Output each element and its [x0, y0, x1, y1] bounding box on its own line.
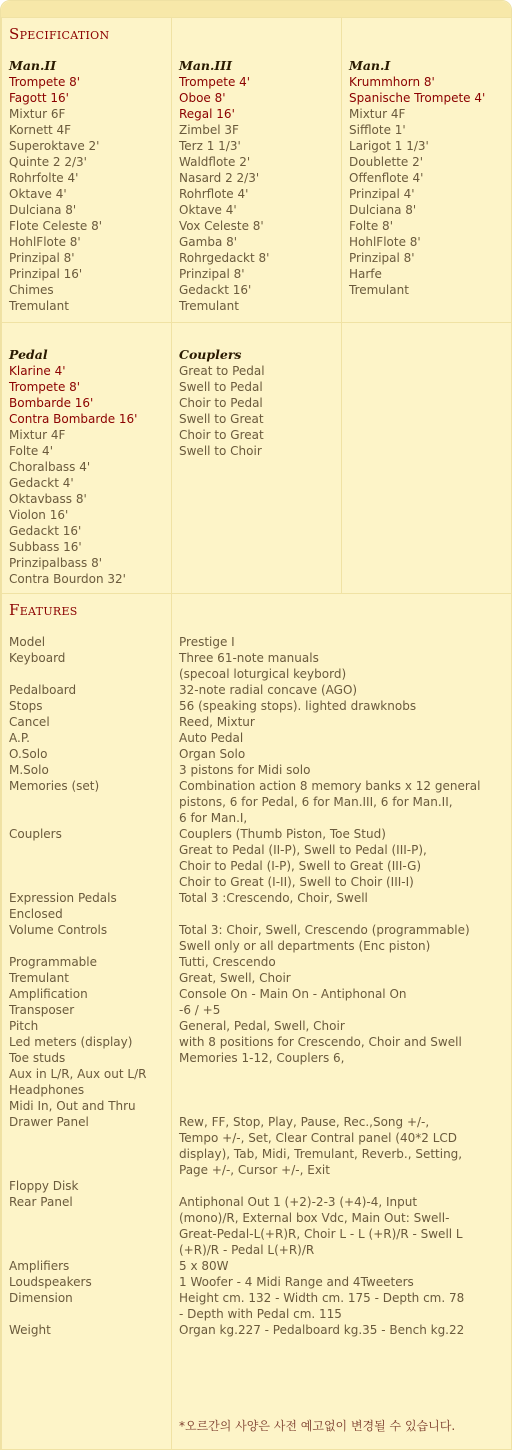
stop-item: Gamba 8' — [179, 235, 238, 249]
feature-value-line: Great to Pedal (II-P), Swell to Pedal (III-P), — [179, 843, 427, 857]
feature-value-line: pistons, 6 for Pedal, 6 for Man.III, 6 for Man.II, — [179, 795, 453, 809]
feature-value-line: (mono)/R, External box Vdc, Main Out: Swell- — [179, 1211, 450, 1225]
stop-item-highlighted: Oboe 8' — [179, 91, 226, 105]
feature-label: Toe studs — [9, 1051, 66, 1065]
stop-item: Gedackt 16' — [179, 283, 252, 297]
stop-item: Kornett 4F — [9, 123, 72, 137]
feature-value — [179, 778, 511, 826]
feature-label: Keyboard — [9, 651, 66, 665]
feature-value-line: 1 Woofer - 4 Midi Range and 4Tweeters — [179, 1275, 414, 1289]
man3-cell — [172, 18, 342, 323]
feature-value — [179, 970, 511, 986]
stop-item: Folte 4' — [9, 444, 53, 458]
feature-value — [179, 986, 511, 1002]
coupler-item: Choir to Pedal — [179, 396, 263, 410]
stop-item: Tremulant — [179, 299, 239, 313]
feature-value — [179, 890, 511, 906]
feature-label: Amplification — [9, 987, 88, 1001]
stop-item: HohlFlote 8' — [9, 235, 81, 249]
feature-value-line: 5 x 80W — [179, 1259, 229, 1273]
feature-value-line — [179, 1066, 511, 1082]
feature-value-line: - Depth with Pedal cm. 115 — [179, 1307, 342, 1321]
feature-label: Aux in L/R, Aux out L/R — [9, 1067, 147, 1081]
spec-table — [1, 17, 512, 1450]
features-label-cell — [2, 594, 172, 1450]
feature-value-line: Couplers (Thumb Piston, Toe Stud) — [179, 827, 386, 841]
stop-item: Contra Bourdon 32' — [9, 572, 126, 586]
couplers-heading: Couplers — [179, 347, 242, 362]
stop-item: Tremulant — [349, 283, 409, 297]
stop-item: Mixtur 6F — [9, 107, 66, 121]
stop-item: Choralbass 4' — [9, 460, 91, 474]
stop-item: Waldflote 2' — [179, 155, 251, 169]
feature-value-line: Total 3: Choir, Swell, Crescendo (programmable) — [179, 923, 470, 937]
couplers-list — [179, 363, 341, 459]
stop-item-highlighted: Spanische Trompete 4' — [349, 91, 486, 105]
feature-value — [179, 1290, 511, 1322]
man2-cell — [2, 18, 172, 323]
stop-item-highlighted: Trompete 8' — [9, 380, 81, 394]
feature-value — [179, 954, 511, 970]
feature-label: Volume Controls — [9, 923, 108, 937]
feature-label: Expression Pedals — [9, 891, 117, 905]
feature-value-line: Organ Solo — [179, 747, 246, 761]
stop-item-highlighted: Fagott 16' — [9, 91, 69, 105]
features-labels — [9, 634, 171, 1338]
feature-value — [179, 826, 511, 890]
stop-item: Harfe — [349, 267, 382, 281]
feature-value-line: Combination action 8 memory banks x 12 general — [179, 779, 481, 793]
features-title: Features — [9, 601, 78, 619]
coupler-item: Swell to Choir — [179, 444, 262, 458]
features-values — [179, 634, 511, 1338]
stop-item-highlighted: Contra Bombarde 16' — [9, 412, 138, 426]
stop-item: Prinzipalbass 8' — [9, 556, 103, 570]
feature-value-line: Memories 1-12, Couplers 6, — [179, 1051, 345, 1065]
feature-value — [179, 1066, 511, 1082]
stop-item: HohlFlote 8' — [349, 235, 421, 249]
stop-item: Gedackt 16' — [9, 524, 82, 538]
stop-item: Terz 1 1/3' — [179, 139, 241, 153]
coupler-item: Swell to Pedal — [179, 380, 263, 394]
feature-value-line: Page +/-, Cursor +/-, Exit — [179, 1163, 330, 1177]
feature-value-line: Rew, FF, Stop, Play, Pause, Rec.,Song +/-, — [179, 1115, 430, 1129]
stop-item: Prinzipal 8' — [9, 251, 75, 265]
pedal-heading: Pedal — [9, 347, 48, 362]
panel-top-bar — [1, 1, 511, 17]
feature-label: Enclosed — [9, 907, 63, 921]
feature-label: Tremulant — [9, 971, 69, 985]
feature-label: Rear Panel — [9, 1195, 73, 1209]
feature-value-line: Prestige I — [179, 635, 235, 649]
feature-value — [179, 1274, 511, 1290]
feature-value-line: 56 (speaking stops). lighted drawknobs — [179, 699, 417, 713]
feature-label: Midi In, Out and Thru — [9, 1099, 136, 1113]
stop-item: Vox Celeste 8' — [179, 219, 264, 233]
feature-value-line: Organ kg.227 - Pedalboard kg.35 - Bench kg.22 — [179, 1323, 465, 1337]
stop-item: Larigot 1 1/3' — [349, 139, 429, 153]
feature-value-line: display), Tab, Midi, Tremulant, Reverb., Setting, — [179, 1147, 463, 1161]
feature-label: Couplers — [9, 827, 62, 841]
feature-label: Amplifiers — [9, 1259, 70, 1273]
feature-value — [179, 1002, 511, 1018]
stop-item-highlighted: Bombarde 16' — [9, 396, 94, 410]
man2-heading: Man.II — [9, 58, 57, 73]
stop-item: Superoktave 2' — [9, 139, 100, 153]
stop-item: Chimes — [9, 283, 54, 297]
feature-value-line: Choir to Pedal (I-P), Swell to Great (III-G) — [179, 859, 422, 873]
stop-item: Oktave 4' — [179, 203, 237, 217]
feature-value — [179, 922, 511, 954]
stop-item: Mixtur 4F — [9, 428, 66, 442]
feature-value-line: Total 3 :Crescendo, Choir, Swell — [179, 891, 368, 905]
coupler-item: Choir to Great — [179, 428, 264, 442]
feature-value-line: Tempo +/-, Set, Clear Contral panel (40*2 LCD — [179, 1131, 458, 1145]
feature-value-line: Antiphonal Out 1 (+2)-2-3 (+4)-4, Input — [179, 1195, 418, 1209]
stop-item: Sifflote 1' — [349, 123, 406, 137]
stop-item: Oktavbass 8' — [9, 492, 87, 506]
stop-item: Rohrflote 4' — [179, 187, 249, 201]
feature-value-line: Auto Pedal — [179, 731, 244, 745]
stop-item: Offenflote 4' — [349, 171, 424, 185]
stop-item: Tremulant — [9, 299, 69, 313]
feature-value-line: Choir to Great (I-II), Swell to Choir (III-I) — [179, 875, 414, 889]
feature-label: Stops — [9, 699, 43, 713]
feature-label: O.Solo — [9, 747, 48, 761]
stop-item: Prinzipal 8' — [349, 251, 415, 265]
feature-value-line: Console On - Main On - Antiphonal On — [179, 987, 407, 1001]
feature-label: Cancel — [9, 715, 50, 729]
empty-cell — [342, 323, 512, 594]
feature-label: Transposer — [9, 1003, 75, 1017]
pedal-cell — [2, 323, 172, 594]
man2-stop-list — [9, 74, 171, 314]
feature-value — [179, 1114, 511, 1178]
man3-stop-list — [179, 74, 341, 314]
feature-label: Programmable — [9, 955, 98, 969]
feature-value-line: Tutti, Crescendo — [179, 955, 276, 969]
feature-label: Pedalboard — [9, 683, 77, 697]
feature-label: Model — [9, 635, 46, 649]
feature-value — [179, 1178, 511, 1194]
stop-item: Subbass 16' — [9, 540, 82, 554]
feature-value-line: with 8 positions for Crescendo, Choir and Swell — [179, 1035, 462, 1049]
feature-value-line — [179, 1178, 511, 1194]
feature-label: A.P. — [9, 731, 30, 745]
feature-value — [179, 1050, 511, 1066]
feature-value-line: Three 61-note manuals — [179, 651, 319, 665]
stop-item-highlighted: Trompete 4' — [179, 75, 251, 89]
stop-item: Mixtur 4F — [349, 107, 406, 121]
feature-value — [179, 650, 511, 682]
stop-item: Oktave 4' — [9, 187, 67, 201]
stop-item: Rohrgedackt 8' — [179, 251, 270, 265]
stop-item: Rohrfolte 4' — [9, 171, 79, 185]
feature-label: Headphones — [9, 1083, 85, 1097]
man1-stop-list — [349, 74, 511, 298]
feature-value-line — [179, 1098, 511, 1114]
feature-value-line: Reed, Mixtur — [179, 715, 255, 729]
stop-item: Prinzipal 4' — [349, 187, 415, 201]
feature-value — [179, 682, 511, 698]
stop-item: Prinzipal 16' — [9, 267, 83, 281]
feature-value-line: Swell only or all departments (Enc piston) — [179, 939, 431, 953]
feature-value-line: -6 / +5 — [179, 1003, 221, 1017]
feature-value-line: Height cm. 132 - Width cm. 175 - Depth cm. 78 — [179, 1291, 465, 1305]
feature-value — [179, 906, 511, 922]
feature-value — [179, 746, 511, 762]
stop-item-highlighted: Regal 16' — [179, 107, 235, 121]
couplers-cell — [172, 323, 342, 594]
stop-item: Folte 8' — [349, 219, 393, 233]
features-value-cell — [172, 594, 512, 1450]
feature-value — [179, 1082, 511, 1098]
feature-value — [179, 714, 511, 730]
feature-value-line: 32-note radial concave (AGO) — [179, 683, 358, 697]
feature-value — [179, 1194, 511, 1258]
feature-value-line: 6 for Man.I, — [179, 811, 248, 825]
stop-item: Doublette 2' — [349, 155, 424, 169]
stop-item: Quinte 2 2/3' — [9, 155, 87, 169]
stop-item-highlighted: Trompete 8' — [9, 75, 81, 89]
man1-cell — [342, 18, 512, 323]
feature-value — [179, 730, 511, 746]
feature-label: Led meters (display) — [9, 1035, 133, 1049]
feature-value-line — [179, 1082, 511, 1098]
feature-value — [179, 1098, 511, 1114]
stop-item: Gedackt 4' — [9, 476, 74, 490]
korean-note: *오르간의 사양은 사전 예고없이 변경될 수 있습니다. — [179, 1419, 456, 1433]
pedal-stop-list — [9, 363, 171, 587]
stop-item: Flote Celeste 8' — [9, 219, 103, 233]
feature-value — [179, 698, 511, 714]
stop-item: Violon 16' — [9, 508, 69, 522]
man1-heading: Man.I — [349, 58, 391, 73]
feature-value — [179, 1258, 511, 1274]
feature-label: Dimension — [9, 1291, 73, 1305]
stop-item: Zimbel 3F — [179, 123, 239, 137]
feature-label: Drawer Panel — [9, 1115, 89, 1129]
feature-value — [179, 1322, 511, 1338]
feature-value-line: (+R)/R - Pedal L(+R)/R — [179, 1243, 315, 1257]
stop-item: Nasard 2 2/3' — [179, 171, 260, 185]
feature-label: Pitch — [9, 1019, 39, 1033]
stop-item: Dulciana 8' — [349, 203, 417, 217]
coupler-item: Swell to Great — [179, 412, 264, 426]
feature-label: Loudspeakers — [9, 1275, 92, 1289]
feature-value — [179, 634, 511, 650]
feature-value — [179, 1018, 511, 1034]
feature-label: Memories (set) — [9, 779, 100, 793]
specification-title: Specification — [9, 25, 110, 43]
feature-value — [179, 762, 511, 778]
stop-item-highlighted: Klarine 4' — [9, 364, 66, 378]
stop-item: Prinzipal 8' — [179, 267, 245, 281]
stop-item: Dulciana 8' — [9, 203, 77, 217]
man3-heading: Man.III — [179, 58, 232, 73]
feature-label: M.Solo — [9, 763, 49, 777]
feature-label: Weight — [9, 1323, 51, 1337]
stop-item-highlighted: Krummhorn 8' — [349, 75, 435, 89]
feature-value-line: (specoal loturgical keybord) — [179, 667, 347, 681]
feature-value — [179, 1034, 511, 1050]
feature-value-line: 3 pistons for Midi solo — [179, 763, 311, 777]
feature-value-line: General, Pedal, Swell, Choir — [179, 1019, 345, 1033]
feature-value-line — [179, 906, 511, 922]
feature-value-line: Great-Pedal-L(+R)R, Choir L - L (+R)/R - Swell L — [179, 1227, 463, 1241]
coupler-item: Great to Pedal — [179, 364, 265, 378]
feature-value-line: Great, Swell, Choir — [179, 971, 291, 985]
feature-label: Floppy Disk — [9, 1179, 79, 1193]
